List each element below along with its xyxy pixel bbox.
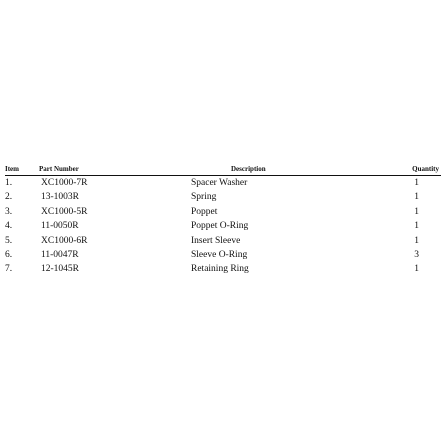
part-number: XC1000-5R — [41, 206, 88, 217]
table-row — [5, 262, 441, 276]
parts-table — [5, 163, 441, 277]
table-row — [5, 190, 441, 204]
item-number: 4. — [5, 221, 13, 232]
table-body — [5, 176, 441, 277]
part-number: XC1000-7R — [41, 178, 88, 188]
part-quantity: 3 — [414, 249, 419, 260]
item-number: 2. — [5, 192, 13, 203]
part-number: 11-0047R — [41, 249, 79, 260]
part-quantity: 1 — [414, 264, 419, 275]
part-description: Poppet — [191, 206, 218, 217]
part-number: 13-1003R — [41, 192, 79, 203]
part-description: Poppet O-Ring — [191, 221, 249, 232]
part-quantity: 1 — [414, 221, 419, 232]
part-description: Insert Sleeve — [191, 235, 241, 246]
header-quantity: Quantity — [412, 165, 439, 173]
part-quantity: 1 — [414, 206, 419, 217]
part-number: XC1000-6R — [41, 235, 88, 246]
part-description: Sleeve O-Ring — [191, 249, 248, 260]
item-number: 7. — [5, 264, 13, 275]
part-number: 11-0050R — [41, 221, 79, 232]
part-quantity: 1 — [414, 192, 419, 203]
table-header — [5, 163, 441, 176]
table-row — [5, 248, 441, 262]
item-number: 3. — [5, 206, 13, 217]
header-item: Item — [5, 165, 19, 173]
item-number: 1. — [5, 178, 13, 188]
part-number: 12-1045R — [41, 264, 79, 275]
header-part-number: Part Number — [39, 165, 79, 173]
header-description: Description — [231, 165, 266, 173]
part-description: Retaining Ring — [191, 264, 249, 275]
item-number: 5. — [5, 235, 13, 246]
part-description: Spacer Washer — [191, 178, 248, 188]
table-row — [5, 234, 441, 248]
table-row — [5, 176, 441, 190]
table-row — [5, 219, 441, 233]
table-row — [5, 205, 441, 219]
item-number: 6. — [5, 249, 13, 260]
part-quantity: 1 — [414, 178, 419, 188]
part-description: Spring — [191, 192, 217, 203]
part-quantity: 1 — [414, 235, 419, 246]
